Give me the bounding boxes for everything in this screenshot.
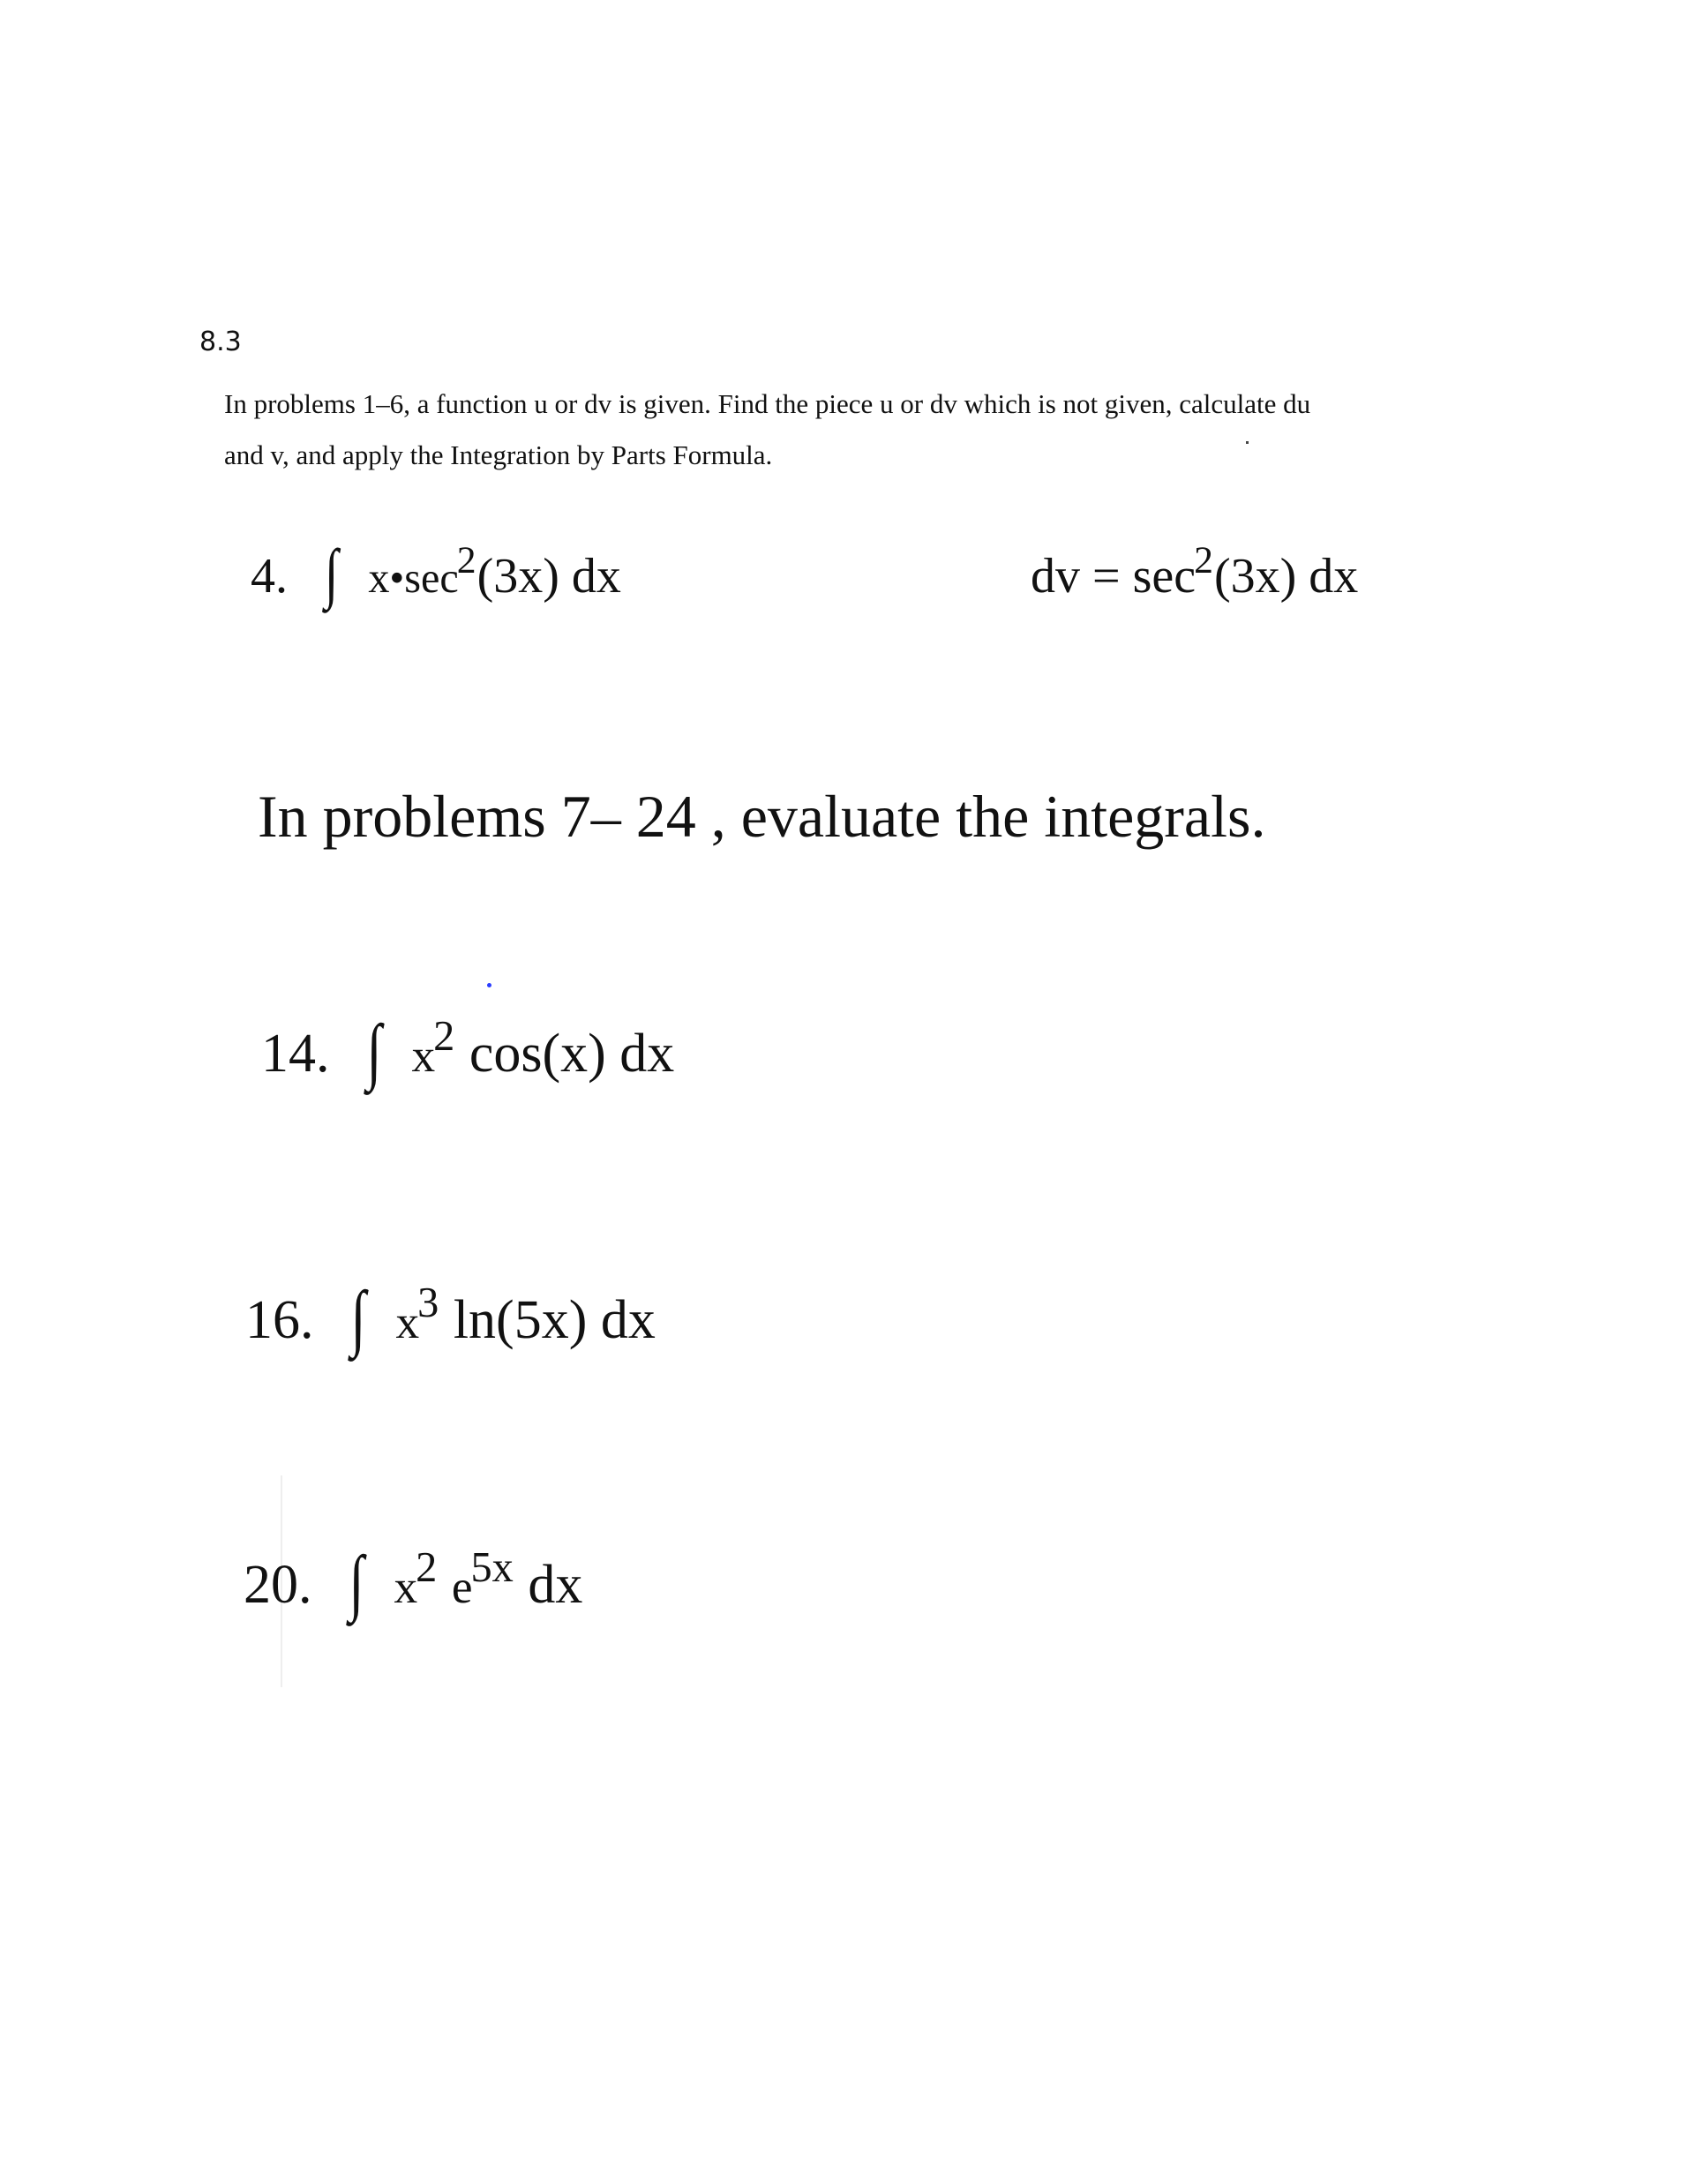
problem-number: 14.	[261, 1024, 330, 1084]
given-exponent: 2	[1194, 539, 1213, 582]
base: x	[411, 1029, 436, 1082]
section-number: 8.3	[199, 326, 242, 357]
base: x	[395, 1295, 420, 1348]
problem-20	[244, 1542, 583, 1625]
section-subheading: In problems 7– 24 , evaluate the integrals.	[258, 783, 1266, 850]
exponent: 2	[433, 1012, 455, 1060]
integrand-rest: cos(x) dx	[469, 1024, 675, 1084]
problem-4-given-dv	[1031, 539, 1359, 611]
exponent-e: 5x	[470, 1543, 514, 1591]
integrand-rest: ln(5x) dx	[453, 1290, 656, 1350]
integrand-prefix: x•sec	[368, 555, 459, 602]
problem-4	[251, 537, 621, 612]
stray-dot	[487, 983, 491, 987]
integrand-suffix: (3x) dx	[476, 549, 621, 604]
problem-16	[245, 1277, 656, 1360]
stray-mark	[1246, 441, 1249, 444]
problem-number: 20.	[244, 1555, 312, 1615]
exponent: 3	[417, 1279, 439, 1326]
given-prefix: dv = sec	[1031, 549, 1197, 604]
integral-sign: ∫	[349, 1542, 364, 1624]
base: x	[394, 1560, 418, 1613]
problem-14	[261, 1010, 675, 1093]
integral-sign: ∫	[366, 1010, 382, 1092]
instructions-line-2: and v, and apply the Integration by Parts Formula.	[224, 439, 773, 470]
problem-number: 16.	[245, 1290, 314, 1350]
exponent: 2	[456, 539, 476, 582]
given-suffix: (3x) dx	[1213, 549, 1359, 604]
exponent: 2	[416, 1543, 438, 1591]
integral-sign: ∫	[325, 537, 339, 612]
instructions-line-1: In problems 1–6, a function u or dv is given. Find the piece u or dv which is not given, calculate du	[224, 388, 1311, 419]
integral-sign: ∫	[350, 1277, 366, 1359]
base-e: e	[451, 1560, 473, 1613]
problem-number: 4.	[251, 549, 288, 604]
integrand-rest: dx	[528, 1555, 583, 1615]
